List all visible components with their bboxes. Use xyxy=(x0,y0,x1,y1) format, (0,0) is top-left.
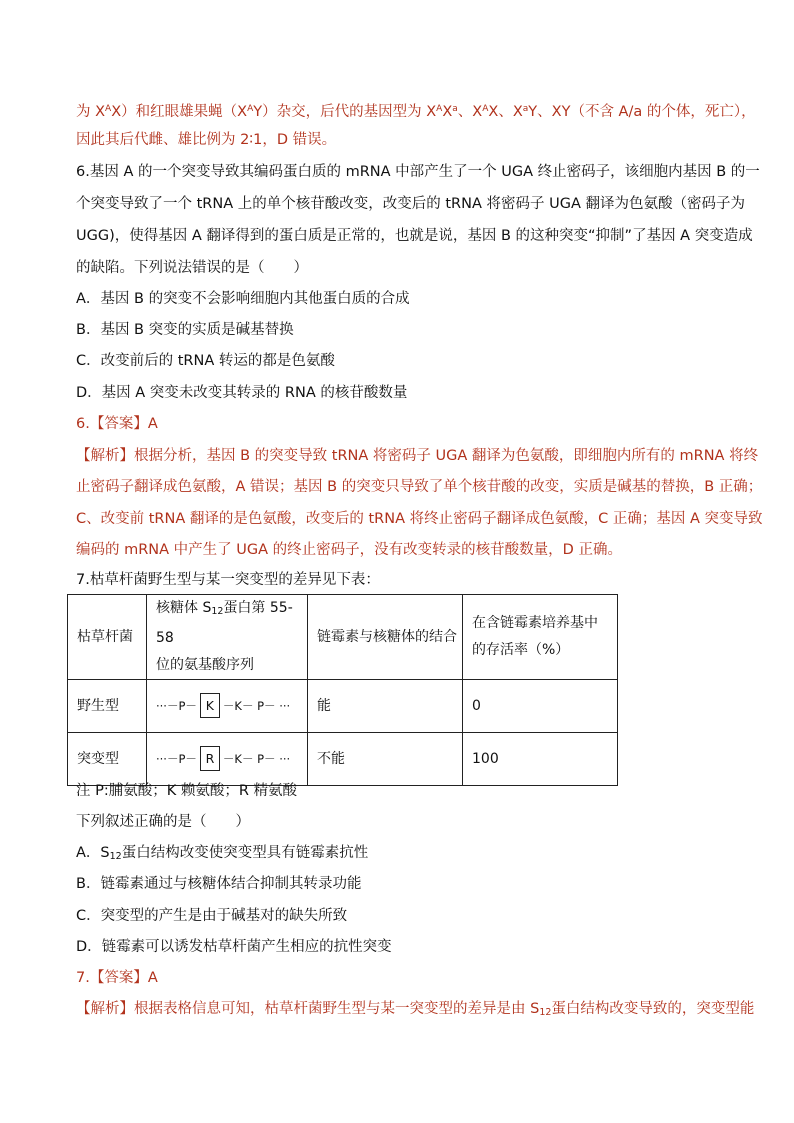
text: X xyxy=(442,104,453,120)
q6-stem-line-1: 6.基因 A 的一个突变导致其编码蛋白质的 mRNA 中部产生了一个 UGA 终止密码子，该细胞内基因 B 的一 xyxy=(76,164,760,180)
text: 蛋白第 55-58 xyxy=(156,600,293,646)
row-survival: 100 xyxy=(463,733,618,786)
text: 的存活率（%） xyxy=(472,642,570,658)
superscript: A xyxy=(247,104,254,114)
continuation-line-2: 因此其后代雌、雄比例为 2∶1，D 错误。 xyxy=(76,132,337,148)
q7-question: 下列叙述正确的是（ ） xyxy=(76,814,250,830)
q6-option-b: B．基因 B 突变的实质是碱基替换 xyxy=(76,322,294,338)
q7-option-a xyxy=(76,843,368,867)
q6-explanation-line-4: 编码的 mRNA 中产生了 UGA 的终止密码子，没有改变转录的核苷酸数量，D 正确。 xyxy=(76,542,622,558)
text: 蛋白结构改变导致的，突变型能 xyxy=(551,1001,755,1017)
text: 核糖体 S xyxy=(156,600,212,616)
row-binding: 能 xyxy=(308,680,463,733)
subscript: 12 xyxy=(539,1007,552,1018)
q6-stem-line-4: 的缺陷。下列说法错误的是（ ） xyxy=(76,260,308,276)
text: X、X xyxy=(488,104,523,120)
header-strain: 枯草杆菌 xyxy=(68,595,147,680)
q6-explanation-line-1: 【解析】根据分析，基因 B 的突变导致 tRNA 将密码子 UGA 翻译为色氨酸，即细胞内所有的 mRNA 将终 xyxy=(76,448,759,464)
q7-stem: 7.枯草杆菌野生型与某一突变型的差异见下表： xyxy=(76,572,380,588)
header-survival xyxy=(463,595,618,680)
text: 为 X xyxy=(76,104,106,120)
q6-explanation-line-2: 止密码子翻译成色氨酸，A 错误；基因 B 的突变只导致了单个核苷酸的改变，实质是碱基的替换，B 正确； xyxy=(76,479,763,495)
table-row xyxy=(68,733,618,786)
text: 位的氨基酸序列 xyxy=(156,657,254,673)
q6-stem-line-2: 个突变导致了一个 tRNA 上的单个核苷酸改变，改变后的 tRNA 将密码子 UGA 翻译为色氨酸（密码子为 xyxy=(76,196,745,212)
superscript: A xyxy=(482,104,489,114)
header-binding: 链霉素与核糖体的结合 xyxy=(308,595,463,680)
q6-answer: 6.【答案】A xyxy=(76,416,158,432)
row-binding: 不能 xyxy=(308,733,463,786)
sequence-suffix: －K－ P－ ··· xyxy=(222,751,291,766)
amino-acid-box: K xyxy=(200,693,220,718)
text: Y、XY（不含 A/a 的个体，死亡）， xyxy=(528,104,756,120)
text: A．S xyxy=(76,845,110,861)
text: 蛋白结构改变使突变型具有链霉素抗性 xyxy=(121,845,369,861)
superscript: a xyxy=(452,104,458,114)
q7-option-b: B．链霉素通过与核糖体结合抑制其转录功能 xyxy=(76,876,362,892)
text: 在含链霉素培养基中 xyxy=(472,615,598,631)
superscript: a xyxy=(522,104,529,114)
row-sequence xyxy=(147,680,308,733)
q7-explanation-line-1 xyxy=(76,999,754,1023)
q6-option-c: C．改变前后的 tRNA 转运的都是色氨酸 xyxy=(76,353,335,369)
continuation-line-1 xyxy=(76,99,756,122)
superscript: A xyxy=(105,104,112,114)
text: Y）杂交，后代的基因型为 X xyxy=(253,104,437,120)
superscript: A xyxy=(436,104,443,114)
subscript: 12 xyxy=(109,851,122,862)
q7-answer: 7.【答案】A xyxy=(76,970,158,986)
q7-table-note: 注 P:脯氨酸；K 赖氨酸；R 精氨酸 xyxy=(76,783,298,799)
row-strain: 野生型 xyxy=(68,680,147,733)
text: 、X xyxy=(457,104,483,120)
sequence-suffix: －K－ P－ ··· xyxy=(222,698,291,713)
q6-explanation-line-3: C、改变前 tRNA 翻译的是色氨酸，改变后的 tRNA 将终止密码子翻译成色氨酸，C 正确；基因 A 突变导致 xyxy=(76,511,763,527)
table-header-row xyxy=(68,595,618,680)
mutation-comparison-table xyxy=(67,594,618,786)
header-sequence xyxy=(147,595,308,680)
sequence-prefix: ···－P－ xyxy=(156,698,197,713)
text: 【解析】根据表格信息可知，枯草杆菌野生型与某一突变型的差异是由 S xyxy=(76,1001,540,1017)
q7-option-d: D．链霉素可以诱发枯草杆菌产生相应的抗性突变 xyxy=(76,939,392,955)
row-sequence xyxy=(147,733,308,786)
q7-option-c: C．突变型的产生是由于碱基对的缺失所致 xyxy=(76,908,348,924)
row-survival: 0 xyxy=(463,680,618,733)
amino-acid-box: R xyxy=(200,746,220,771)
text: X）和红眼雄果蝇（X xyxy=(111,104,248,120)
sequence-prefix: ···－P－ xyxy=(156,751,197,766)
table-row xyxy=(68,680,618,733)
q6-stem-line-3: UGG)，使得基因 A 翻译得到的蛋白质是正常的，也就是说，基因 B 的这种突变“抑制”了基因 A 突变造成 xyxy=(76,228,753,244)
q6-option-d: D．基因 A 突变未改变其转录的 RNA 的核苷酸数量 xyxy=(76,385,408,401)
q6-option-a: A．基因 B 的突变不会影响细胞内其他蛋白质的合成 xyxy=(76,291,410,307)
row-strain: 突变型 xyxy=(68,733,147,786)
subscript: 12 xyxy=(211,606,224,617)
